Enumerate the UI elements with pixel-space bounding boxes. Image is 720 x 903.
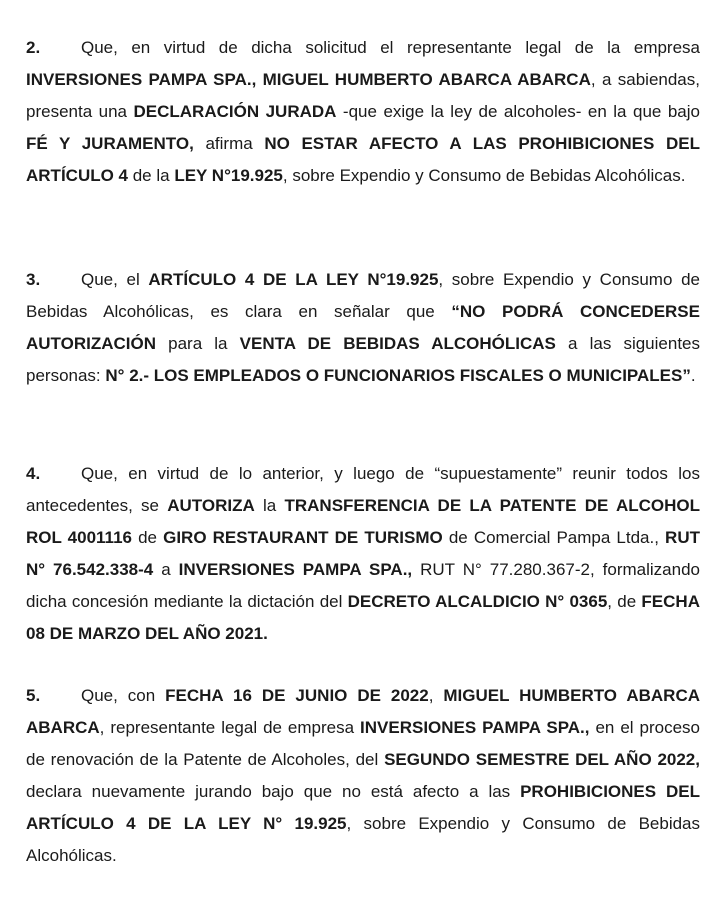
text-run: a las siguientes personas:: [26, 334, 700, 385]
text-run: a: [153, 560, 179, 579]
bold-text-run: VENTA DE BEBIDAS ALCOHÓLICAS: [239, 334, 556, 353]
bold-text-run: PROHIBICIONES DEL ARTÍCULO 4 DE LA LEY N° 19.925: [26, 782, 700, 833]
text-run: afirma: [193, 134, 265, 153]
paragraph-4: [26, 458, 700, 650]
bold-text-run: INVERSIONES PAMPA SPA.,: [360, 718, 590, 737]
bold-text-run: SEGUNDO SEMESTRE DEL AÑO 2022,: [384, 750, 700, 769]
bold-text-run: TRANSFERENCIA DE LA PATENTE DE ALCOHOL ROL 4001116: [26, 496, 700, 547]
bold-text-run: INVERSIONES PAMPA SPA., MIGUEL HUMBERTO ABARCA ABARCA: [26, 70, 591, 89]
bold-text-run: AUTORIZA: [167, 496, 255, 515]
paragraph-5: [26, 680, 700, 872]
bold-text-run: DECLARACIÓN JURADA: [133, 102, 337, 121]
text-run: , sobre Expendio y Consumo de Bebidas Alcohólicas.: [26, 814, 701, 865]
bold-text-run: FECHA 08 DE MARZO DEL AÑO 2021.: [26, 592, 700, 643]
bold-text-run: NO ESTAR AFECTO A LAS PROHIBICIONES DEL ARTÍCULO 4: [26, 134, 700, 185]
bold-text-run: RUT N° 76.542.338-4: [26, 528, 700, 579]
bold-text-run: FÉ Y JURAMENTO,: [26, 134, 194, 153]
text-run: de: [131, 528, 164, 547]
text-run: .: [690, 366, 696, 385]
paragraph-number: 5.: [26, 686, 41, 705]
paragraph-3: [26, 264, 700, 392]
text-run: la: [254, 496, 285, 515]
bold-text-run: LEY N°19.925: [174, 166, 283, 185]
paragraph-number: 3.: [26, 270, 41, 289]
text-run: RUT N° 77.280.367-2, formalizando dicha concesión mediante la dictación del: [26, 560, 700, 611]
text-run: -que exige la ley de alcoholes- en la que bajo: [336, 102, 700, 121]
bold-text-run: “NO PODRÁ CONCEDERSE AUTORIZACIÓN: [26, 302, 700, 353]
text-run: Que, el: [81, 270, 149, 289]
paragraph-number: 2.: [26, 38, 41, 57]
paragraph-2: [26, 32, 700, 192]
text-run: , de: [607, 592, 642, 611]
text-run: , sobre Expendio y Consumo de Bebidas Alcohólicas, es clara en señalar que: [26, 270, 700, 321]
bold-text-run: GIRO RESTAURANT DE TURISMO: [163, 528, 443, 547]
text-run: de la: [128, 166, 175, 185]
bold-text-run: FECHA 16 DE JUNIO DE 2022: [165, 686, 429, 705]
text-run: , sobre Expendio y Consumo de Bebidas Alcohólicas.: [282, 166, 686, 185]
bold-text-run: DECRETO ALCALDICIO N° 0365: [347, 592, 608, 611]
text-run: en el proceso de renovación de la Patente de Alcoholes, del: [26, 718, 700, 769]
bold-text-run: N° 2.- LOS EMPLEADOS O FUNCIONARIOS FISCALES O MUNICIPALES”: [105, 366, 691, 385]
bold-text-run: INVERSIONES PAMPA SPA.,: [178, 560, 413, 579]
text-run: Que, con: [81, 686, 166, 705]
text-run: Que, en virtud de dicha solicitud el representante legal de la empresa: [81, 38, 700, 57]
text-run: , representante legal de empresa: [99, 718, 361, 737]
text-run: Que, en virtud de lo anterior, y luego de “supuestamente” reunir todos los antecedentes, se: [26, 464, 700, 515]
text-run: , a sabiendas, presenta una: [26, 70, 700, 121]
text-run: para la: [156, 334, 240, 353]
bold-text-run: MIGUEL HUMBERTO ABARCA ABARCA: [26, 686, 700, 737]
text-run: ,: [428, 686, 444, 705]
text-run: de Comercial Pampa Ltda.,: [442, 528, 666, 547]
paragraph-number: 4.: [26, 464, 41, 483]
text-run: declara nuevamente jurando bajo que no está afecto a las: [26, 782, 521, 801]
bold-text-run: ARTÍCULO 4 DE LA LEY N°19.925: [148, 270, 439, 289]
